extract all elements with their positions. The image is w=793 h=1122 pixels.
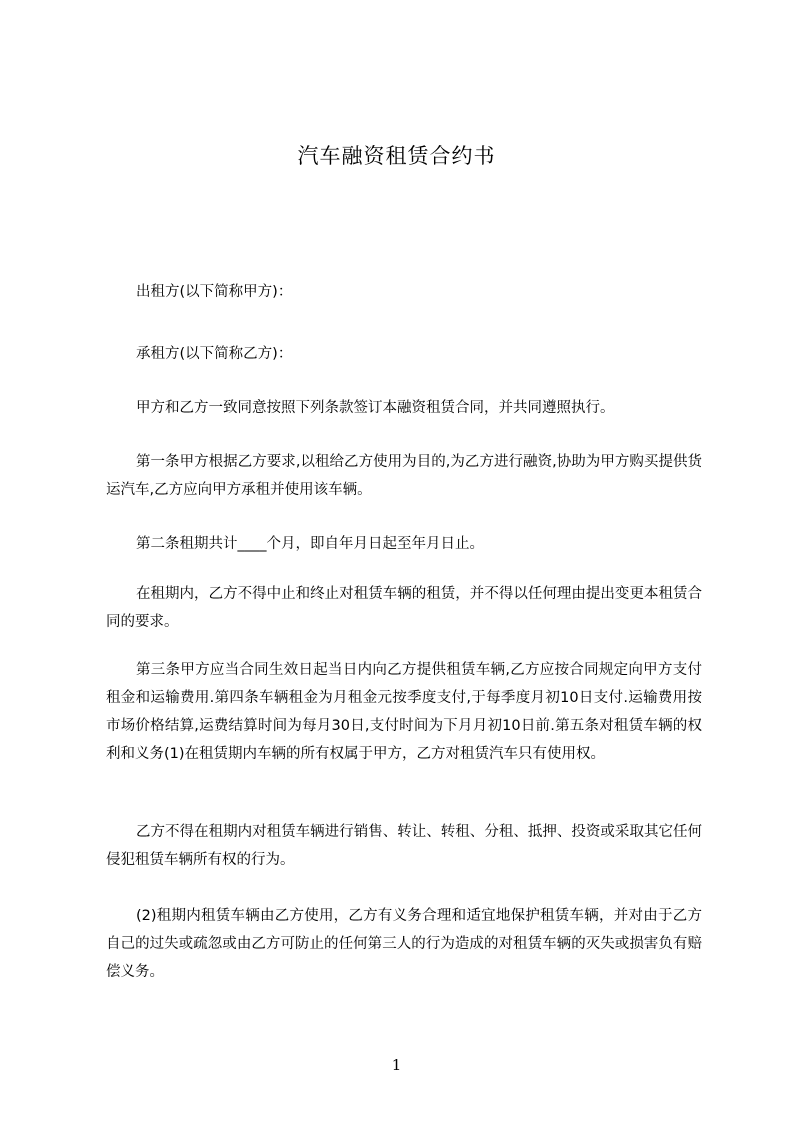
- page-number: 1: [391, 1056, 402, 1074]
- prohibited-acts: 乙方不得在租期内对租赁车辆进行销售、转让、转租、分租、抵押、投资或采取其它任何侵犯租赁车辆所有权的行为。: [106, 824, 702, 868]
- articles-3-5: 第三条甲方应当合同生效日起当日内向乙方提供租赁车辆,乙方应按合同规定向甲方支付租金和运输费用.第四条车辆租金为月租金元按季度支付,于每季度月初10日支付.运输费用按市场价格结算,运费结算时间为每月30日,支付时间为下月月初10日前.第五条对租赁车辆的权利和义务(1)在租赁期内车辆的所有权属于甲方，乙方对租赁汽车只有使用权。: [106, 662, 702, 762]
- lessee-obligations: (2)租期内租赁车辆由乙方使用，乙方有义务合理和适宜地保护租赁车辆，并对由于乙方自己的过失或疏忽或由乙方可防止的任何第三人的行为造成的对租赁车辆的灭失或损害负有赔偿义务。: [106, 908, 702, 980]
- article-1: 第一条甲方根据乙方要求,以租给乙方使用为目的,为乙方进行融资,协助为甲方购买提供货运汽车,乙方应向甲方承租并使用该车辆。: [106, 454, 702, 498]
- lease-term-note: 在租期内，乙方不得中止和终止对租赁车辆的租赁，并不得以任何理由提出变更本租赁合同的要求。: [106, 586, 702, 630]
- document-title: 汽车融资租赁合约书: [297, 144, 496, 168]
- agreement-intro: 甲方和乙方一致同意按照下列条款签订本融资租赁合同，并共同遵照执行。: [136, 400, 615, 416]
- lessor-line: 出租方(以下简称甲方)：: [136, 284, 293, 300]
- article-2: 第二条租期共计____个月，即自年月日起至年月日止。: [136, 536, 484, 552]
- lessee-line: 承租方(以下简称乙方)：: [136, 346, 293, 362]
